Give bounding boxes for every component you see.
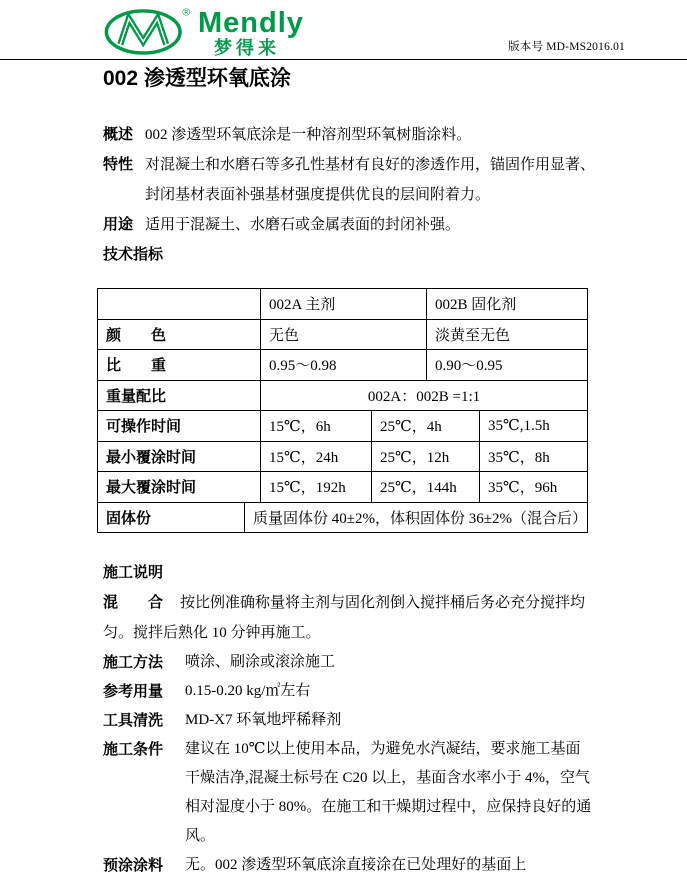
construction-label: 混 合 xyxy=(103,594,164,611)
construction-text: MD-X7 环氧地坪稀释剂 xyxy=(185,712,342,728)
brand-wordmark xyxy=(198,6,304,58)
construction-item-conditions xyxy=(103,735,595,851)
table-row-solids xyxy=(98,503,587,533)
intro-label: 用途 xyxy=(103,216,134,233)
construction-label: 施工条件 xyxy=(103,741,164,758)
table-row-min-recoat xyxy=(98,442,587,473)
construction-text: 按比例准确称量将主剂与固化剂倒入搅拌桶后务必充分搅拌均匀。搅拌后熟化 10 分钟再施工。 xyxy=(103,595,586,641)
table-cell: 颜 色 xyxy=(98,320,261,350)
table-cell: 002B 固化剂 xyxy=(435,297,517,314)
intro-text: 对混凝土和水磨石等多孔性基材有良好的渗透作用，锚固作用显著、封闭基材表面补强基材强度提供优良的层间附着力。 xyxy=(145,157,596,203)
table-cell: 15℃，6h xyxy=(261,411,372,441)
brand-logo xyxy=(104,6,304,58)
table-cell: 无色 xyxy=(261,320,427,350)
table-row-gravity xyxy=(98,350,587,381)
table-cell: 0.90～0.95 xyxy=(435,358,503,375)
table-cell: 25℃，12h xyxy=(372,442,480,472)
mendly-ellipse-m-icon xyxy=(104,6,192,56)
table-cell: 15℃，24h xyxy=(261,442,372,472)
table-cell: 0.95～0.98 xyxy=(261,350,427,380)
table-row-color xyxy=(98,320,587,351)
table-cell: 35℃，96h xyxy=(488,480,558,497)
construction-text: 喷涂、刷涂或滚涂施工 xyxy=(185,654,336,670)
table-cell xyxy=(98,289,261,319)
intro-item-features xyxy=(103,150,599,210)
table-cell: 可操作时间 xyxy=(98,411,261,441)
construction-label: 参考用量 xyxy=(103,683,164,700)
table-cell: 002A：002B =1:1 xyxy=(367,388,481,405)
tech-specs-heading: 技术指标 xyxy=(103,246,164,263)
brand-name-en: Mendly xyxy=(198,7,304,39)
table-cell: 002A 主剂 xyxy=(261,289,427,319)
table-header-row xyxy=(98,289,587,320)
header-divider xyxy=(0,59,687,60)
construction-item-mixing xyxy=(103,588,595,648)
table-cell: 固体份 xyxy=(98,503,245,533)
table-row-max-recoat xyxy=(98,472,587,503)
table-cell: 最大覆涂时间 xyxy=(98,472,261,502)
intro-label: 概述 xyxy=(103,126,134,143)
construction-heading: 施工说明 xyxy=(103,564,164,581)
construction-item-method xyxy=(103,648,595,677)
registered-icon: ® xyxy=(182,6,191,19)
construction-label: 施工方法 xyxy=(103,654,164,671)
intro-label: 特性 xyxy=(103,156,134,173)
table-cell: 15℃，192h xyxy=(261,472,372,502)
table-cell: 最小覆涂时间 xyxy=(98,442,261,472)
tech-specs-table xyxy=(97,288,588,533)
table-cell: 比 重 xyxy=(98,350,261,380)
construction-text: 无。002 渗透型环氧底涂直接涂在已处理好的基面上 xyxy=(185,857,527,873)
intro-text: 002 渗透型环氧底涂是一种溶剂型环氧树脂涂料。 xyxy=(145,127,472,143)
table-row-mix-ratio xyxy=(98,381,587,412)
table-cell: 35℃,1.5h xyxy=(488,418,550,435)
construction-text: 建议在 10℃以上使用本品，为避免水汽凝结，要求施工基面干燥洁净,混凝土标号在 C20 以上，基面含水率小于 4%，空气相对湿度小于 80%。在施工和干燥期过程中，应保持良好的通风。 xyxy=(185,741,592,844)
construction-item-tool-cleaning xyxy=(103,706,595,735)
intro-item-overview xyxy=(103,120,599,150)
construction-section xyxy=(103,558,595,880)
table-cell: 25℃，4h xyxy=(372,411,480,441)
table-cell: 35℃，8h xyxy=(488,449,550,466)
brand-name-cn: 梦得来 xyxy=(214,38,280,58)
construction-item-precoat xyxy=(103,851,595,880)
version-label: 版本号 MD-MS2016.01 xyxy=(508,41,625,53)
intro-item-usage xyxy=(103,210,599,240)
intro-section xyxy=(103,120,599,240)
table-cell: 25℃，144h xyxy=(372,472,480,502)
page-title: 002 渗透型环氧底涂 xyxy=(103,67,291,90)
construction-item-consumption xyxy=(103,677,595,706)
table-cell: 重量配比 xyxy=(98,381,261,411)
table-row-pot-life xyxy=(98,411,587,442)
intro-text: 适用于混凝土、水磨石或金属表面的封闭补强。 xyxy=(145,217,461,233)
construction-label: 工具清洗 xyxy=(103,712,164,729)
construction-label: 预涂涂料 xyxy=(103,857,164,874)
construction-text: 0.15-0.20 kg/㎡左右 xyxy=(185,683,311,699)
table-cell: 质量固体份 40±2%，体积固体份 36±2%（混合后） xyxy=(253,510,587,527)
table-cell: 淡黄至无色 xyxy=(435,327,511,344)
